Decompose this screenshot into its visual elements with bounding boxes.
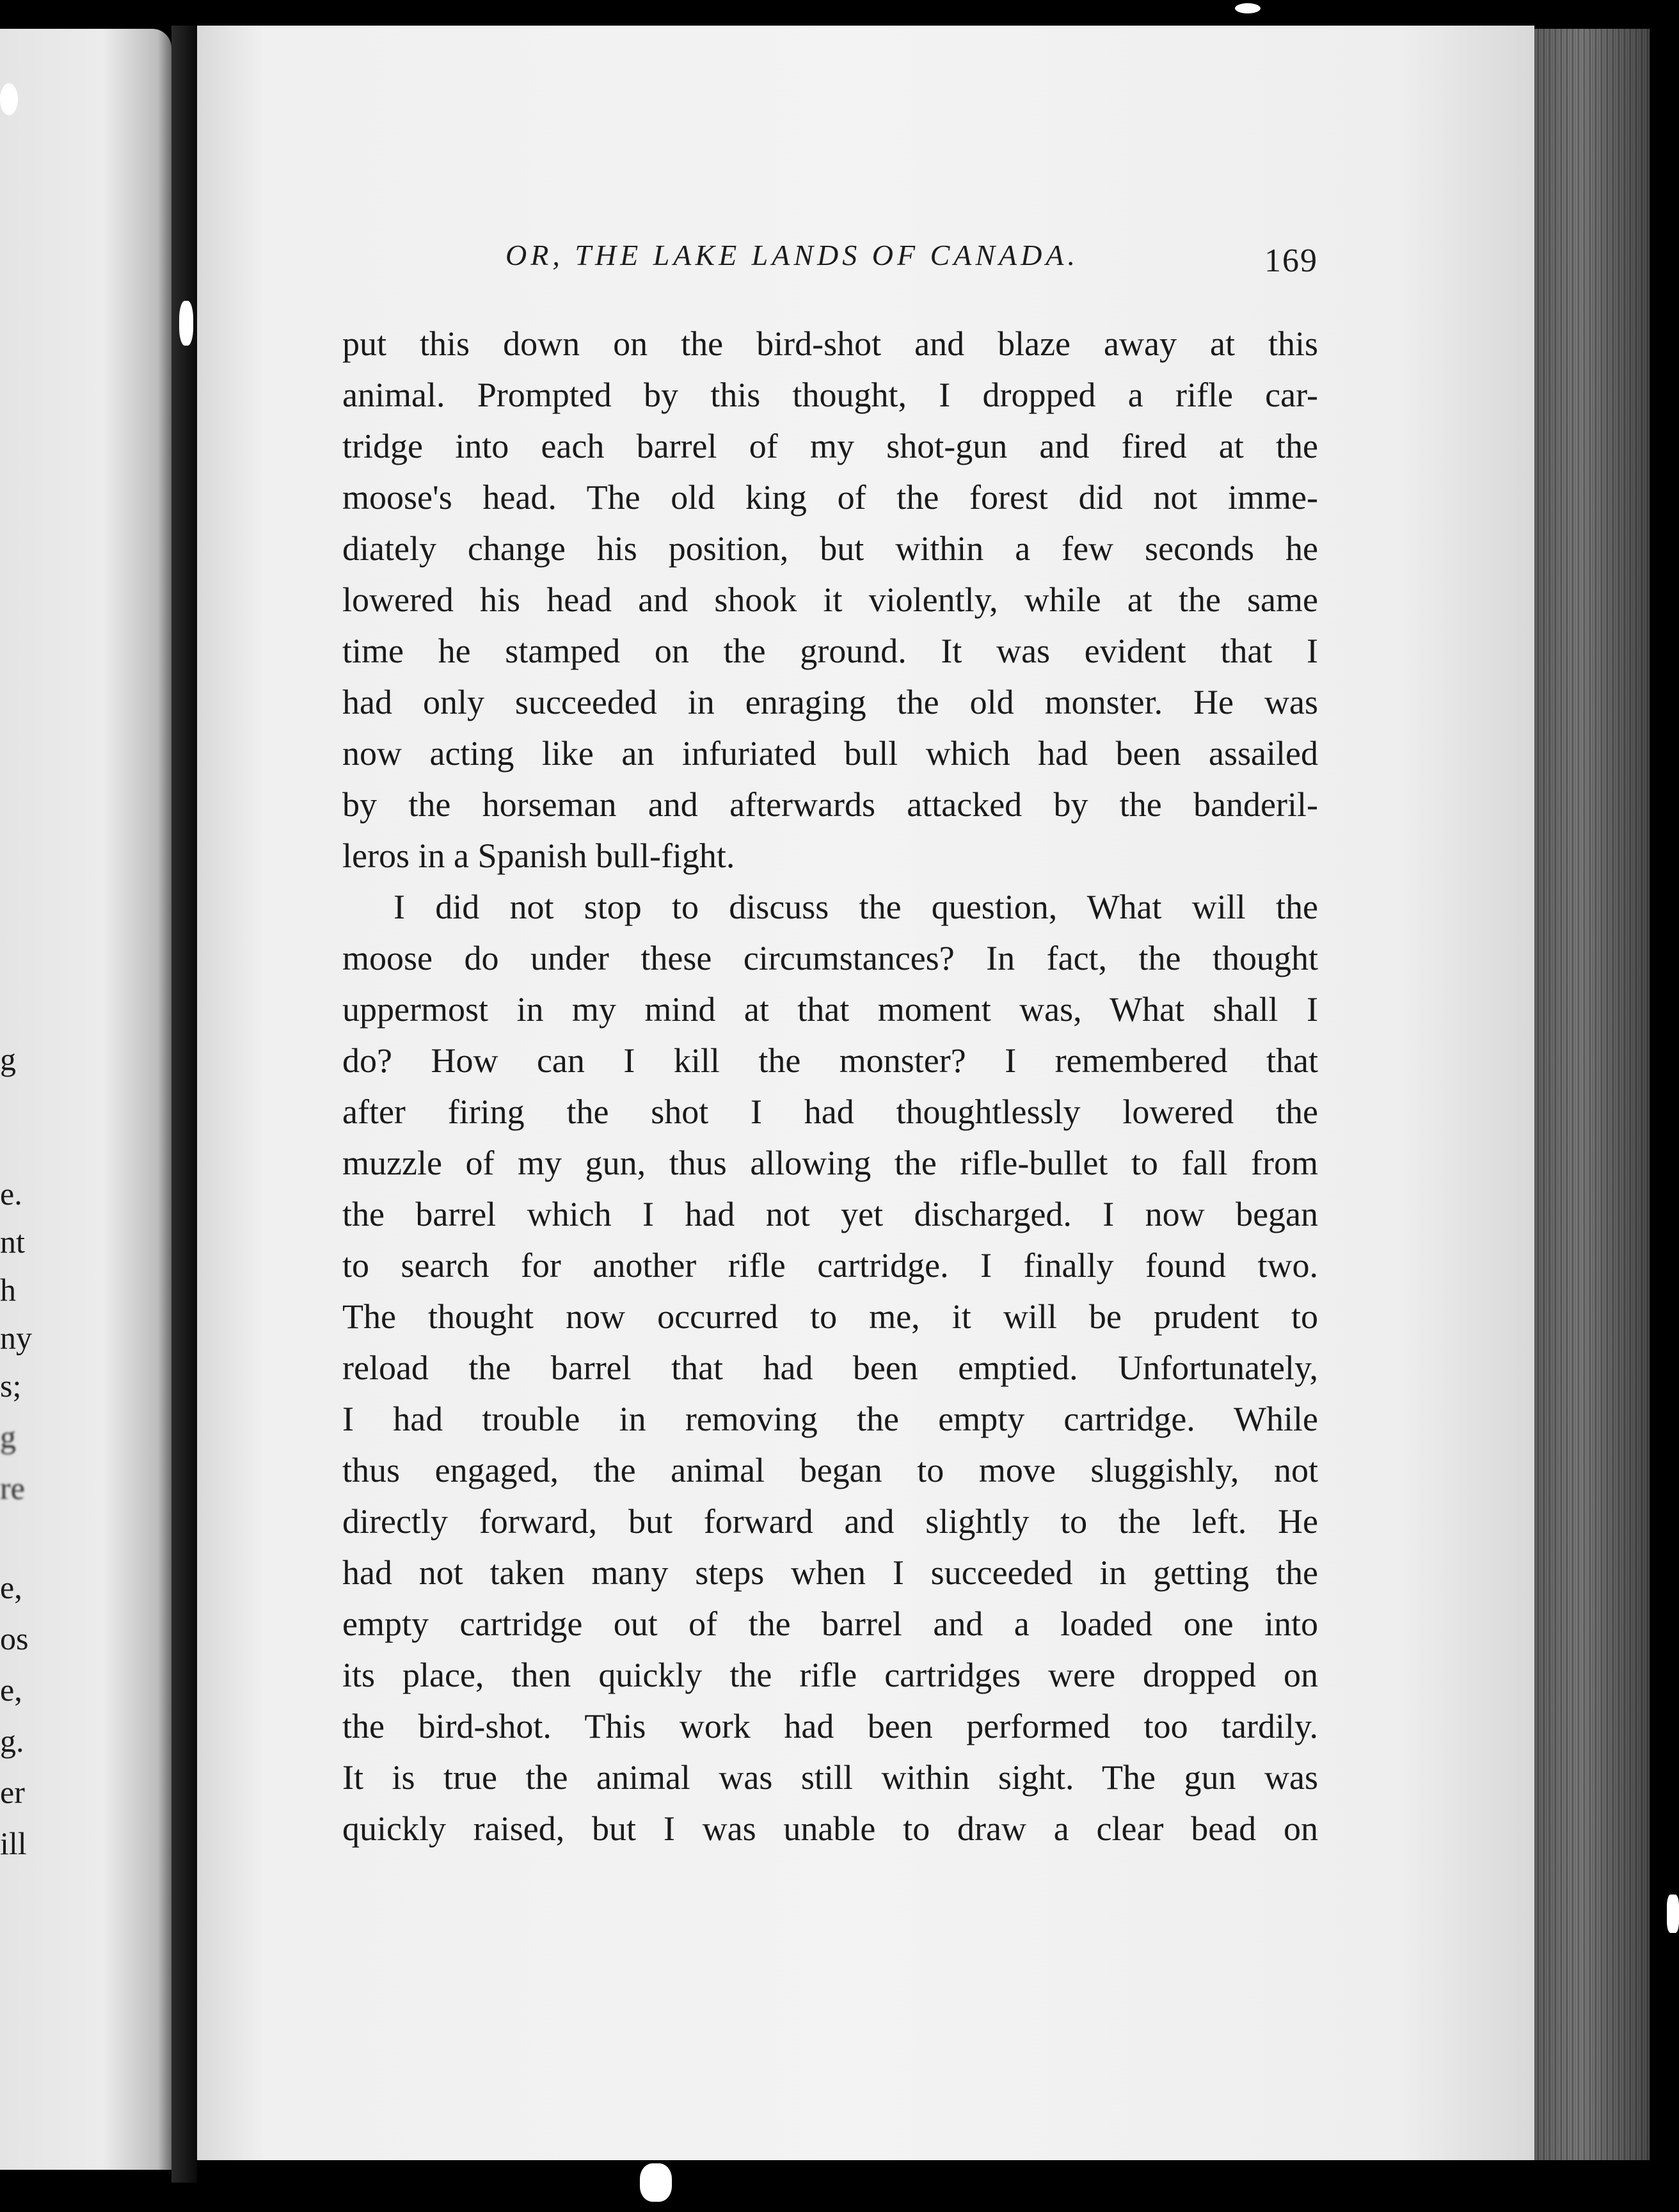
book-gutter xyxy=(171,26,197,2183)
scan-artifact xyxy=(179,301,193,346)
left-page-edge xyxy=(0,29,171,2170)
text-line: moose do under these circumstances? In fact, the thought xyxy=(342,939,1318,977)
text-line: moose's head. The old king of the forest did not imme- xyxy=(342,478,1318,517)
text-line: I did not stop to discuss the question, What will the xyxy=(394,888,1318,926)
left-page-text-fragments xyxy=(0,29,171,2170)
left-fragment: er xyxy=(0,1774,25,1810)
scan-artifact xyxy=(640,2163,672,2202)
left-fragment: e, xyxy=(0,1672,22,1708)
left-fragment: e, xyxy=(0,1569,22,1605)
text-line: directly forward, but forward and slightly to the left. He xyxy=(342,1502,1318,1541)
text-line: had only succeeded in enraging the old monster. He was xyxy=(342,683,1318,721)
text-line: the bird-shot. This work had been performed too tardily. xyxy=(342,1707,1318,1745)
page-number: 169 xyxy=(1264,243,1318,279)
left-fragment: re xyxy=(0,1470,25,1506)
text-line: quickly raised, but I was unable to draw a clear bead on xyxy=(342,1809,1318,1848)
left-fragment: h xyxy=(0,1272,16,1308)
text-line: its place, then quickly the rifle cartridges were dropped on xyxy=(342,1656,1318,1694)
text-line: put this down on the bird-shot and blaze away at this xyxy=(342,325,1318,363)
left-fragment: g xyxy=(0,1419,16,1455)
text-line: the barrel which I had not yet discharged. I now began xyxy=(342,1195,1318,1233)
text-line: thus engaged, the animal began to move sluggishly, not xyxy=(342,1451,1318,1489)
text-line: had not taken many steps when I succeeded in getting the xyxy=(342,1553,1318,1592)
text-line: leros in a Spanish bull-fight. xyxy=(342,837,735,875)
text-line: time he stamped on the ground. It was evident that I xyxy=(342,632,1318,670)
scan-artifact xyxy=(0,83,18,115)
text-line: The thought now occurred to me, it will be prudent to xyxy=(342,1297,1318,1336)
page-edges-stack xyxy=(1534,29,1650,2160)
text-line: do? How can I kill the monster? I remembered that xyxy=(342,1041,1318,1080)
left-fragment: os xyxy=(0,1621,29,1656)
left-fragment: s; xyxy=(0,1368,22,1404)
text-line: diately change his position, but within a few seconds he xyxy=(342,529,1318,568)
text-line: empty cartridge out of the barrel and a loaded one into xyxy=(342,1605,1318,1643)
text-line: animal. Prompted by this thought, I dropped a rifle car- xyxy=(342,376,1318,414)
running-head: OR, THE LAKE LANDS OF CANADA. xyxy=(505,239,1079,271)
text-line: after firing the shot I had thoughtlessly lowered the xyxy=(342,1093,1318,1131)
left-fragment: g. xyxy=(0,1723,24,1759)
text-line: tridge into each barrel of my shot-gun and fired at the xyxy=(342,427,1318,465)
text-line: uppermost in my mind at that moment was, What shall I xyxy=(342,990,1318,1029)
left-fragment: nt xyxy=(0,1224,25,1260)
left-fragment: ill xyxy=(0,1825,27,1861)
text-line: reload the barrel that had been emptied. Unfortunately, xyxy=(342,1349,1318,1387)
scan-artifact xyxy=(1235,3,1261,13)
left-fragment: e. xyxy=(0,1176,22,1212)
scan-artifact xyxy=(1667,1895,1679,1933)
left-fragment: ny xyxy=(0,1320,32,1356)
text-line: now acting like an infuriated bull which had been assailed xyxy=(342,734,1318,773)
text-line: to search for another rifle cartridge. I finally found two. xyxy=(342,1246,1318,1285)
text-line: lowered his head and shook it violently, while at the same xyxy=(342,581,1318,619)
text-line: I had trouble in removing the empty cartridge. While xyxy=(342,1400,1318,1438)
text-line: It is true the animal was still within sight. The gun was xyxy=(342,1758,1318,1797)
left-fragment: g xyxy=(0,1041,16,1077)
text-line: by the horseman and afterwards attacked by the banderil- xyxy=(342,785,1318,824)
text-line: muzzle of my gun, thus allowing the rifle-bullet to fall from xyxy=(342,1144,1318,1182)
